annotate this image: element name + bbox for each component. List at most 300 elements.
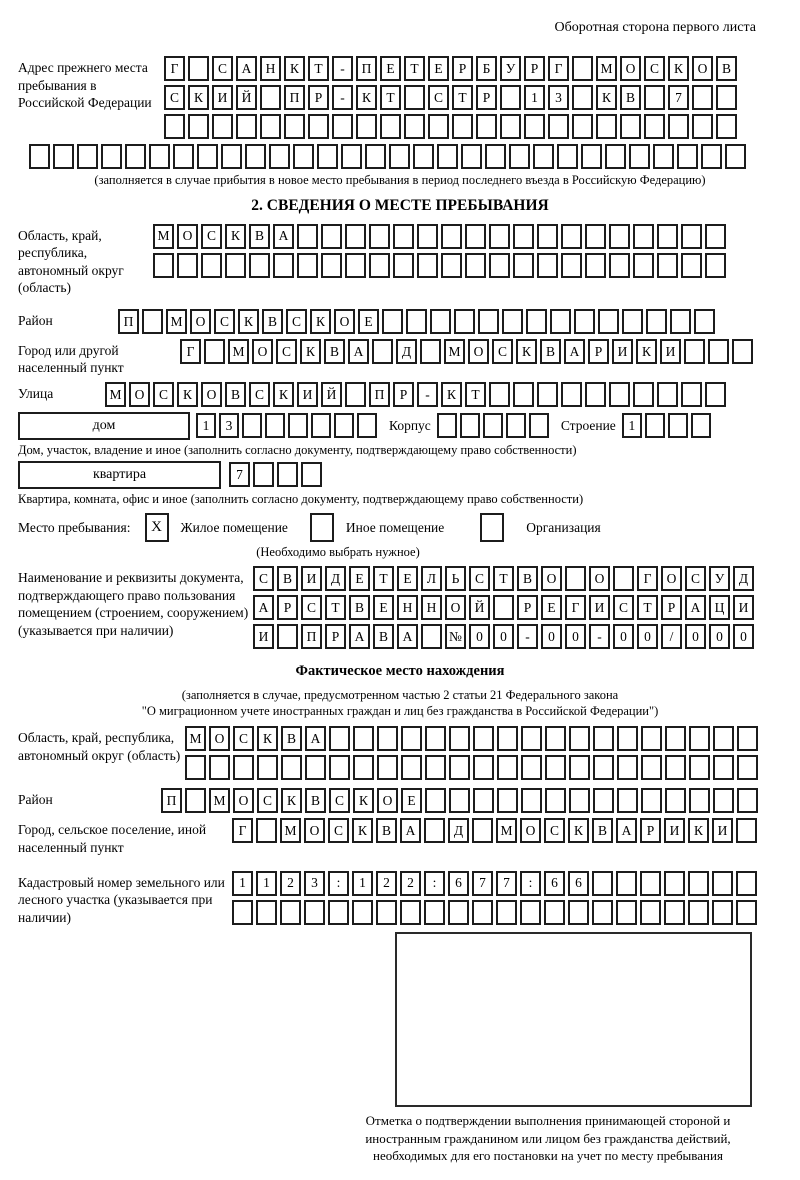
char-cell[interactable]: К	[668, 56, 689, 81]
char-cell[interactable]: О	[190, 309, 211, 334]
char-cell[interactable]	[509, 144, 530, 169]
char-cell[interactable]	[232, 900, 253, 925]
char-cell[interactable]	[472, 900, 493, 925]
char-cell[interactable]	[500, 85, 521, 110]
char-cell[interactable]: К	[596, 85, 617, 110]
char-cell[interactable]	[633, 382, 654, 407]
char-cell[interactable]: Д	[396, 339, 417, 364]
char-cell[interactable]	[665, 726, 686, 751]
char-cell[interactable]: С	[329, 788, 350, 813]
char-cell[interactable]: Р	[325, 624, 346, 649]
char-cell[interactable]	[569, 788, 590, 813]
char-cell[interactable]	[545, 788, 566, 813]
char-cell[interactable]	[149, 144, 170, 169]
char-cell[interactable]: П	[356, 56, 377, 81]
char-cell[interactable]	[681, 224, 702, 249]
char-cell[interactable]	[288, 413, 308, 438]
char-cell[interactable]	[616, 900, 637, 925]
char-cell[interactable]	[253, 462, 274, 487]
char-cell[interactable]: Р	[393, 382, 414, 407]
char-cell[interactable]	[321, 253, 342, 278]
char-cell[interactable]	[332, 114, 353, 139]
char-cell[interactable]	[29, 144, 50, 169]
char-cell[interactable]	[593, 726, 614, 751]
char-cell[interactable]: К	[257, 726, 278, 751]
char-cell[interactable]	[401, 755, 422, 780]
char-cell[interactable]: А	[349, 624, 370, 649]
char-cell[interactable]	[596, 114, 617, 139]
char-cell[interactable]	[406, 309, 427, 334]
char-cell[interactable]	[506, 413, 526, 438]
char-cell[interactable]	[125, 144, 146, 169]
char-cell[interactable]: И	[253, 624, 274, 649]
char-cell[interactable]: И	[664, 818, 685, 843]
char-cell[interactable]	[493, 595, 514, 620]
char-cell[interactable]	[209, 755, 230, 780]
char-cell[interactable]: М	[596, 56, 617, 81]
char-cell[interactable]	[380, 114, 401, 139]
char-cell[interactable]	[497, 788, 518, 813]
char-cell[interactable]: -	[589, 624, 610, 649]
char-cell[interactable]	[497, 755, 518, 780]
char-cell[interactable]: Р	[308, 85, 329, 110]
char-cell[interactable]	[417, 253, 438, 278]
char-cell[interactable]	[622, 309, 643, 334]
char-cell[interactable]	[620, 114, 641, 139]
char-cell[interactable]: 7	[229, 462, 250, 487]
char-cell[interactable]: С	[276, 339, 297, 364]
char-cell[interactable]: 0	[733, 624, 754, 649]
char-cell[interactable]: И	[612, 339, 633, 364]
char-cell[interactable]: 0	[541, 624, 562, 649]
char-cell[interactable]	[353, 726, 374, 751]
char-cell[interactable]: К	[225, 224, 246, 249]
char-cell[interactable]: 1	[622, 413, 642, 438]
char-cell[interactable]: Г	[548, 56, 569, 81]
char-cell[interactable]: С	[214, 309, 235, 334]
char-cell[interactable]: 6	[544, 871, 565, 896]
char-cell[interactable]: К	[284, 56, 305, 81]
char-cell[interactable]: О	[209, 726, 230, 751]
char-cell[interactable]: Л	[421, 566, 442, 591]
char-cell[interactable]	[668, 413, 688, 438]
char-cell[interactable]	[646, 309, 667, 334]
char-cell[interactable]: О	[252, 339, 273, 364]
char-cell[interactable]	[569, 755, 590, 780]
char-cell[interactable]	[737, 755, 758, 780]
char-cell[interactable]	[404, 114, 425, 139]
char-cell[interactable]	[441, 253, 462, 278]
char-cell[interactable]: 1	[524, 85, 545, 110]
char-cell[interactable]: А	[305, 726, 326, 751]
char-cell[interactable]: С	[201, 224, 222, 249]
char-cell[interactable]	[526, 309, 547, 334]
char-cell[interactable]	[725, 144, 746, 169]
char-cell[interactable]	[592, 871, 613, 896]
char-cell[interactable]	[640, 871, 661, 896]
char-cell[interactable]	[705, 382, 726, 407]
char-cell[interactable]: К	[636, 339, 657, 364]
char-cell[interactable]	[328, 900, 349, 925]
char-cell[interactable]: 3	[219, 413, 239, 438]
char-cell[interactable]: С	[253, 566, 274, 591]
char-cell[interactable]	[708, 339, 729, 364]
char-cell[interactable]	[185, 755, 206, 780]
char-cell[interactable]	[644, 85, 665, 110]
char-cell[interactable]: М	[228, 339, 249, 364]
char-cell[interactable]	[353, 755, 374, 780]
char-cell[interactable]: С	[613, 595, 634, 620]
char-cell[interactable]	[537, 382, 558, 407]
char-cell[interactable]: У	[500, 56, 521, 81]
char-cell[interactable]: 7	[668, 85, 689, 110]
char-cell[interactable]	[454, 309, 475, 334]
char-cell[interactable]: Е	[541, 595, 562, 620]
char-cell[interactable]	[277, 462, 298, 487]
char-cell[interactable]: О	[468, 339, 489, 364]
char-cell[interactable]: 2	[400, 871, 421, 896]
char-cell[interactable]	[304, 900, 325, 925]
char-cell[interactable]: 7	[496, 871, 517, 896]
char-cell[interactable]: -	[332, 85, 353, 110]
char-cell[interactable]: Й	[321, 382, 342, 407]
char-cell[interactable]	[393, 253, 414, 278]
char-cell[interactable]	[413, 144, 434, 169]
char-cell[interactable]	[737, 788, 758, 813]
char-cell[interactable]: И	[712, 818, 733, 843]
char-cell[interactable]	[665, 788, 686, 813]
char-cell[interactable]	[688, 900, 709, 925]
char-cell[interactable]: С	[644, 56, 665, 81]
char-cell[interactable]	[657, 253, 678, 278]
char-cell[interactable]: Й	[469, 595, 490, 620]
char-cell[interactable]	[382, 309, 403, 334]
char-cell[interactable]: 1	[232, 871, 253, 896]
char-cell[interactable]: С	[301, 595, 322, 620]
char-cell[interactable]	[705, 253, 726, 278]
char-cell[interactable]	[177, 253, 198, 278]
char-cell[interactable]: Г	[637, 566, 658, 591]
char-cell[interactable]: Д	[448, 818, 469, 843]
other-premises-checkbox[interactable]	[310, 513, 334, 542]
char-cell[interactable]	[657, 382, 678, 407]
char-cell[interactable]	[617, 788, 638, 813]
char-cell[interactable]	[437, 413, 457, 438]
char-cell[interactable]	[188, 114, 209, 139]
char-cell[interactable]: М	[166, 309, 187, 334]
char-cell[interactable]: К	[568, 818, 589, 843]
char-cell[interactable]	[664, 871, 685, 896]
char-cell[interactable]	[425, 755, 446, 780]
char-cell[interactable]: К	[310, 309, 331, 334]
char-cell[interactable]	[101, 144, 122, 169]
char-cell[interactable]: О	[520, 818, 541, 843]
char-cell[interactable]: П	[284, 85, 305, 110]
char-cell[interactable]: К	[300, 339, 321, 364]
char-cell[interactable]	[376, 900, 397, 925]
char-cell[interactable]: А	[400, 818, 421, 843]
char-cell[interactable]	[736, 818, 757, 843]
char-cell[interactable]: Т	[404, 56, 425, 81]
char-cell[interactable]	[689, 755, 710, 780]
char-cell[interactable]: У	[709, 566, 730, 591]
char-cell[interactable]: 0	[469, 624, 490, 649]
char-cell[interactable]: Р	[277, 595, 298, 620]
char-cell[interactable]: 1	[196, 413, 216, 438]
char-cell[interactable]	[345, 224, 366, 249]
char-cell[interactable]	[684, 339, 705, 364]
char-cell[interactable]	[640, 900, 661, 925]
char-cell[interactable]: В	[262, 309, 283, 334]
char-cell[interactable]	[572, 114, 593, 139]
char-cell[interactable]	[712, 900, 733, 925]
char-cell[interactable]	[311, 413, 331, 438]
char-cell[interactable]	[537, 224, 558, 249]
char-cell[interactable]: А	[616, 818, 637, 843]
char-cell[interactable]	[537, 253, 558, 278]
char-cell[interactable]: В	[305, 788, 326, 813]
char-cell[interactable]: 2	[376, 871, 397, 896]
char-cell[interactable]	[736, 900, 757, 925]
char-cell[interactable]	[485, 144, 506, 169]
char-cell[interactable]	[641, 726, 662, 751]
char-cell[interactable]	[256, 900, 277, 925]
char-cell[interactable]	[585, 224, 606, 249]
char-cell[interactable]: В	[517, 566, 538, 591]
char-cell[interactable]: Р	[524, 56, 545, 81]
char-cell[interactable]	[633, 224, 654, 249]
char-cell[interactable]	[544, 900, 565, 925]
char-cell[interactable]: П	[301, 624, 322, 649]
char-cell[interactable]	[345, 382, 366, 407]
char-cell[interactable]: К	[353, 788, 374, 813]
char-cell[interactable]: М	[209, 788, 230, 813]
char-cell[interactable]: П	[118, 309, 139, 334]
char-cell[interactable]: -	[517, 624, 538, 649]
char-cell[interactable]: А	[236, 56, 257, 81]
char-cell[interactable]	[297, 253, 318, 278]
char-cell[interactable]: -	[332, 56, 353, 81]
char-cell[interactable]: Т	[452, 85, 473, 110]
char-cell[interactable]	[681, 382, 702, 407]
char-cell[interactable]	[273, 253, 294, 278]
char-cell[interactable]	[478, 309, 499, 334]
char-cell[interactable]	[452, 114, 473, 139]
char-cell[interactable]	[225, 253, 246, 278]
char-cell[interactable]: С	[685, 566, 706, 591]
char-cell[interactable]	[513, 253, 534, 278]
char-cell[interactable]: С	[328, 818, 349, 843]
char-cell[interactable]: К	[273, 382, 294, 407]
char-cell[interactable]	[713, 788, 734, 813]
char-cell[interactable]: В	[277, 566, 298, 591]
char-cell[interactable]: 0	[493, 624, 514, 649]
char-cell[interactable]: В	[349, 595, 370, 620]
char-cell[interactable]: Р	[661, 595, 682, 620]
char-cell[interactable]: Д	[325, 566, 346, 591]
char-cell[interactable]: А	[253, 595, 274, 620]
char-cell[interactable]: :	[424, 871, 445, 896]
char-cell[interactable]: Н	[397, 595, 418, 620]
char-cell[interactable]	[545, 755, 566, 780]
char-cell[interactable]	[352, 900, 373, 925]
char-cell[interactable]	[437, 144, 458, 169]
char-cell[interactable]: 2	[280, 871, 301, 896]
char-cell[interactable]	[377, 755, 398, 780]
char-cell[interactable]: Р	[476, 85, 497, 110]
char-cell[interactable]	[185, 788, 206, 813]
char-cell[interactable]: С	[212, 56, 233, 81]
char-cell[interactable]	[561, 253, 582, 278]
char-cell[interactable]: В	[620, 85, 641, 110]
char-cell[interactable]	[585, 382, 606, 407]
char-cell[interactable]	[529, 413, 549, 438]
char-cell[interactable]	[197, 144, 218, 169]
char-cell[interactable]	[593, 788, 614, 813]
char-cell[interactable]	[297, 224, 318, 249]
char-cell[interactable]: -	[417, 382, 438, 407]
char-cell[interactable]: №	[445, 624, 466, 649]
char-cell[interactable]: К	[516, 339, 537, 364]
char-cell[interactable]	[321, 224, 342, 249]
char-cell[interactable]: А	[564, 339, 585, 364]
char-cell[interactable]	[497, 726, 518, 751]
char-cell[interactable]: Т	[325, 595, 346, 620]
char-cell[interactable]	[372, 339, 393, 364]
char-cell[interactable]	[428, 114, 449, 139]
char-cell[interactable]: О	[377, 788, 398, 813]
char-cell[interactable]: Р	[640, 818, 661, 843]
char-cell[interactable]: К	[352, 818, 373, 843]
char-cell[interactable]	[572, 56, 593, 81]
char-cell[interactable]: А	[685, 595, 706, 620]
char-cell[interactable]	[701, 144, 722, 169]
char-cell[interactable]: О	[304, 818, 325, 843]
char-cell[interactable]	[472, 818, 493, 843]
char-cell[interactable]	[489, 382, 510, 407]
char-cell[interactable]: О	[541, 566, 562, 591]
char-cell[interactable]	[153, 253, 174, 278]
char-cell[interactable]	[377, 726, 398, 751]
char-cell[interactable]	[692, 114, 713, 139]
char-cell[interactable]	[521, 788, 542, 813]
char-cell[interactable]: И	[212, 85, 233, 110]
char-cell[interactable]	[629, 144, 650, 169]
char-cell[interactable]: В	[249, 224, 270, 249]
char-cell[interactable]	[277, 624, 298, 649]
char-cell[interactable]: 1	[256, 871, 277, 896]
char-cell[interactable]	[548, 114, 569, 139]
char-cell[interactable]	[569, 726, 590, 751]
char-cell[interactable]: В	[716, 56, 737, 81]
char-cell[interactable]	[617, 755, 638, 780]
char-cell[interactable]	[645, 413, 665, 438]
char-cell[interactable]	[681, 253, 702, 278]
char-cell[interactable]: Е	[401, 788, 422, 813]
char-cell[interactable]	[245, 144, 266, 169]
char-cell[interactable]: М	[496, 818, 517, 843]
char-cell[interactable]	[401, 726, 422, 751]
char-cell[interactable]	[712, 871, 733, 896]
char-cell[interactable]: А	[397, 624, 418, 649]
char-cell[interactable]	[430, 309, 451, 334]
char-cell[interactable]	[545, 726, 566, 751]
char-cell[interactable]	[694, 309, 715, 334]
char-cell[interactable]: 3	[548, 85, 569, 110]
char-cell[interactable]	[561, 224, 582, 249]
char-cell[interactable]	[476, 114, 497, 139]
char-cell[interactable]: И	[733, 595, 754, 620]
char-cell[interactable]	[420, 339, 441, 364]
char-cell[interactable]	[53, 144, 74, 169]
char-cell[interactable]: К	[356, 85, 377, 110]
char-cell[interactable]: Г	[164, 56, 185, 81]
char-cell[interactable]	[692, 85, 713, 110]
char-cell[interactable]	[257, 755, 278, 780]
char-cell[interactable]: В	[281, 726, 302, 751]
char-cell[interactable]	[389, 144, 410, 169]
char-cell[interactable]	[609, 253, 630, 278]
dom-box[interactable]: дом	[18, 412, 190, 440]
char-cell[interactable]	[593, 755, 614, 780]
char-cell[interactable]: В	[225, 382, 246, 407]
char-cell[interactable]: В	[592, 818, 613, 843]
char-cell[interactable]: С	[233, 726, 254, 751]
char-cell[interactable]	[281, 755, 302, 780]
char-cell[interactable]: К	[688, 818, 709, 843]
char-cell[interactable]	[520, 900, 541, 925]
char-cell[interactable]: Г	[180, 339, 201, 364]
char-cell[interactable]: Ц	[709, 595, 730, 620]
char-cell[interactable]: В	[540, 339, 561, 364]
char-cell[interactable]	[317, 144, 338, 169]
char-cell[interactable]: 0	[709, 624, 730, 649]
char-cell[interactable]: 1	[352, 871, 373, 896]
char-cell[interactable]	[460, 413, 480, 438]
char-cell[interactable]: Т	[373, 566, 394, 591]
char-cell[interactable]	[345, 253, 366, 278]
char-cell[interactable]	[550, 309, 571, 334]
char-cell[interactable]	[293, 144, 314, 169]
char-cell[interactable]: С	[469, 566, 490, 591]
char-cell[interactable]	[201, 253, 222, 278]
char-cell[interactable]	[657, 224, 678, 249]
char-cell[interactable]: К	[281, 788, 302, 813]
char-cell[interactable]: К	[177, 382, 198, 407]
char-cell[interactable]	[613, 566, 634, 591]
char-cell[interactable]	[483, 413, 503, 438]
char-cell[interactable]	[393, 224, 414, 249]
char-cell[interactable]	[204, 339, 225, 364]
char-cell[interactable]	[561, 382, 582, 407]
char-cell[interactable]: М	[185, 726, 206, 751]
char-cell[interactable]	[605, 144, 626, 169]
char-cell[interactable]	[280, 900, 301, 925]
char-cell[interactable]	[173, 144, 194, 169]
char-cell[interactable]	[670, 309, 691, 334]
char-cell[interactable]	[665, 755, 686, 780]
char-cell[interactable]	[421, 624, 442, 649]
char-cell[interactable]	[689, 788, 710, 813]
char-cell[interactable]	[329, 726, 350, 751]
char-cell[interactable]	[489, 253, 510, 278]
char-cell[interactable]	[592, 900, 613, 925]
char-cell[interactable]	[212, 114, 233, 139]
char-cell[interactable]: Г	[232, 818, 253, 843]
char-cell[interactable]	[357, 413, 377, 438]
char-cell[interactable]: Т	[493, 566, 514, 591]
char-cell[interactable]	[425, 788, 446, 813]
